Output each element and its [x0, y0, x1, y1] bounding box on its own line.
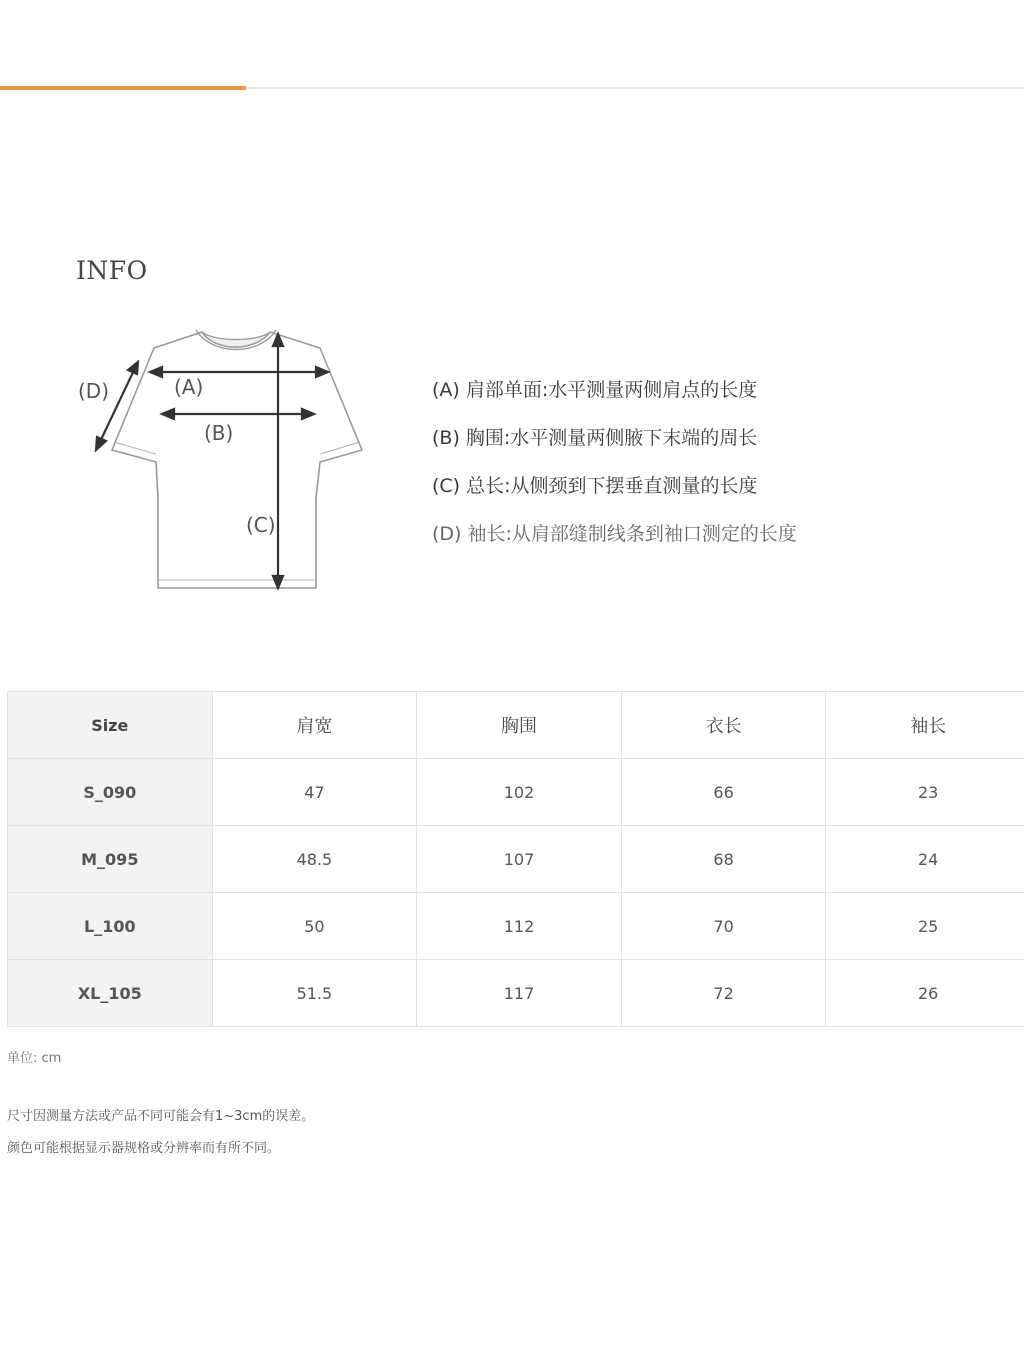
label-b: (B)	[204, 421, 234, 445]
table-row	[8, 759, 1024, 826]
legend-item-c: (C) 总长:从侧颈到下摆垂直测量的长度	[432, 475, 758, 497]
table-cell: 24	[826, 826, 1024, 893]
size-cell: XL_105	[8, 960, 213, 1027]
unit-note: 单位: cm	[7, 1051, 62, 1066]
size-cell: L_100	[8, 893, 213, 960]
size-cell: S_090	[8, 759, 213, 826]
table-cell: 70	[621, 893, 826, 960]
header-sleeve: 袖长	[826, 692, 1024, 759]
table-cell: 48.5	[212, 826, 417, 893]
size-table	[7, 691, 1024, 1027]
table-cell: 23	[826, 759, 1024, 826]
table-cell: 68	[621, 826, 826, 893]
active-tab-indicator	[0, 86, 246, 90]
size-cell: M_095	[8, 826, 213, 893]
table-cell: 26	[826, 960, 1024, 1027]
table-cell: 112	[417, 893, 622, 960]
legend-item-b: (B) 胸围:水平测量两侧腋下末端的周长	[432, 427, 758, 449]
table-cell: 117	[417, 960, 622, 1027]
header-length: 衣长	[621, 692, 826, 759]
table-cell: 47	[212, 759, 417, 826]
tshirt-measurement-diagram	[70, 318, 390, 608]
label-c: (C)	[246, 513, 276, 537]
note-color-variance: 颜色可能根据显示器规格或分辨率而有所不同。	[7, 1141, 281, 1156]
table-row	[8, 893, 1024, 960]
legend-item-a: (A) 肩部单面:水平测量两侧肩点的长度	[432, 379, 758, 401]
table-cell: 72	[621, 960, 826, 1027]
header-size: Size	[8, 692, 213, 759]
table-row	[8, 826, 1024, 893]
header-shoulder: 肩宽	[212, 692, 417, 759]
info-title: INFO	[76, 256, 148, 285]
table-header-row	[8, 692, 1024, 759]
measurement-legend	[432, 372, 992, 564]
table-cell: 25	[826, 893, 1024, 960]
table-row	[8, 960, 1024, 1027]
note-measurement-error: 尺寸因测量方法或产品不同可能会有1~3cm的误差。	[7, 1109, 315, 1124]
table-cell: 51.5	[212, 960, 417, 1027]
table-cell: 102	[417, 759, 622, 826]
table-cell: 66	[621, 759, 826, 826]
label-a: (A)	[174, 375, 204, 399]
table-cell: 107	[417, 826, 622, 893]
label-d: (D)	[78, 379, 110, 403]
table-cell: 50	[212, 893, 417, 960]
legend-item-d: (D) 袖长:从肩部缝制线条到袖口测定的长度	[432, 523, 797, 545]
header-chest: 胸围	[417, 692, 622, 759]
